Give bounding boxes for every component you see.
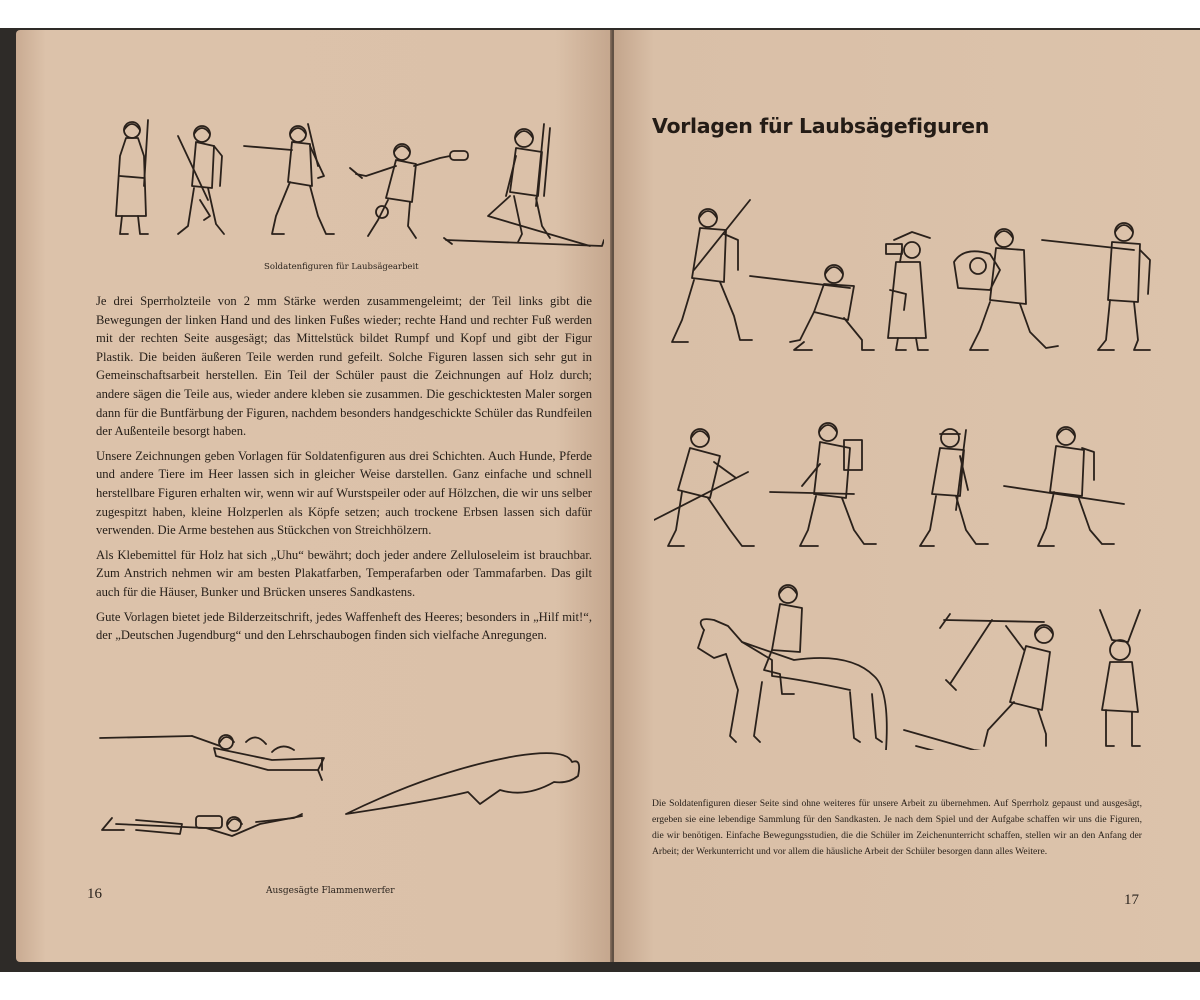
bottom-illustration-caption: Ausgesägte Flammenwerfer xyxy=(266,886,395,896)
soldier-figures-illustration-top xyxy=(104,116,604,256)
paragraph-2: Unsere Zeichnungen geben Vorlagen für Soldatenfiguren aus drei Schichten. Auch Hunde, Pferde und andere Tiere im Heer lassen sich in gleicher Weise darstellen. Ganz einfache und schnell herstellbare Figuren erhalten wir, wenn wir auf Wurstspeiler oder auf Hölzchen, die wir uns selber zugespitzt haben, kleine Holzperlen als Köpfe setzen; auch trockene Erbsen lassen sich dafür verwenden. Die Arme bestehen aus Stückchen von Streichhölzern. xyxy=(96,448,592,538)
top-illustration-caption: Soldatenfiguren für Laubsägearbeit xyxy=(264,262,419,272)
soldier-figures-illustration-grid xyxy=(654,190,1164,750)
open-book xyxy=(0,28,1200,972)
page-heading: Vorlagen für Laubsägefiguren xyxy=(652,114,990,138)
left-page xyxy=(16,30,612,962)
paragraph-1: Je drei Sperrholzteile von 2 mm Stärke werden zusammengeleimt; der Teil links gibt die Bewegungen der linken Hand und des linken Fußes wieder; rechte Hand und rechter Fuß werden mit der rechten Seite ausgesägt; das Mittelstück bildet Rumpf und Kopf und gibt der Figur Plastik. Die beiden äußeren Teile werden rund gefeilt. Solche Figuren lassen sich sehr gut in Gemeinschaftsarbeit herstellen. Ein Teil der Schüler paust die Zeichnungen auf Holz durch; andere sägen die Teile aus, wieder andere kleben sie zusammen. Die geschicktesten Maler sorgen dann für die Buntfärbung der Figuren, nachdem besonders handgeschickte Schüler das Rundfeilen der Außenteile besorgt haben. xyxy=(96,294,592,439)
page-number-right: 17 xyxy=(1124,892,1139,908)
page-number-left: 16 xyxy=(87,886,102,902)
paragraph-4: Gute Vorlagen bietet jede Bilderzeitschrift, jedes Waffenheft des Heeres; besonders in „Hilf mit!“, der „Deutschen Jugendburg“ und den Lehrschaubogen finden sich vielfache Anregungen. xyxy=(96,609,592,643)
right-page-caption: Die Soldatenfiguren dieser Seite sind ohne weiteres für unsere Arbeit zu übernehmen. Auf Sperrholz gepaust und ausgesägt, ergeben sie eine lebendige Sammlung für den Sandkasten. Je nach dem Spiel und der Aufgabe schaffen wir uns die Figuren, die wir benötigen. Einfache Bewegungsstudien, die die Schüler im Zeichenunterricht schaffen, stellen wir an den Anfang der Arbeit; der Werkunterricht und vor allem die häusliche Arbeit der Schüler besorgen dann alles Weitere. xyxy=(652,798,1142,857)
flamethrower-soldiers-illustration xyxy=(96,720,596,870)
paragraph-3: Als Klebemittel für Holz hat sich „Uhu“ bewährt; doch jeder andere Zelluloseleim ist brauchbar. Zum Anstrich nehmen wir am besten Plakatfarben, Temperafarben oder Tammafarben. Das gilt auch für die Häuser, Bunker und Brücken unseres Sandkastens. xyxy=(96,547,592,599)
right-page xyxy=(614,30,1200,962)
left-page-body-text xyxy=(96,292,592,651)
